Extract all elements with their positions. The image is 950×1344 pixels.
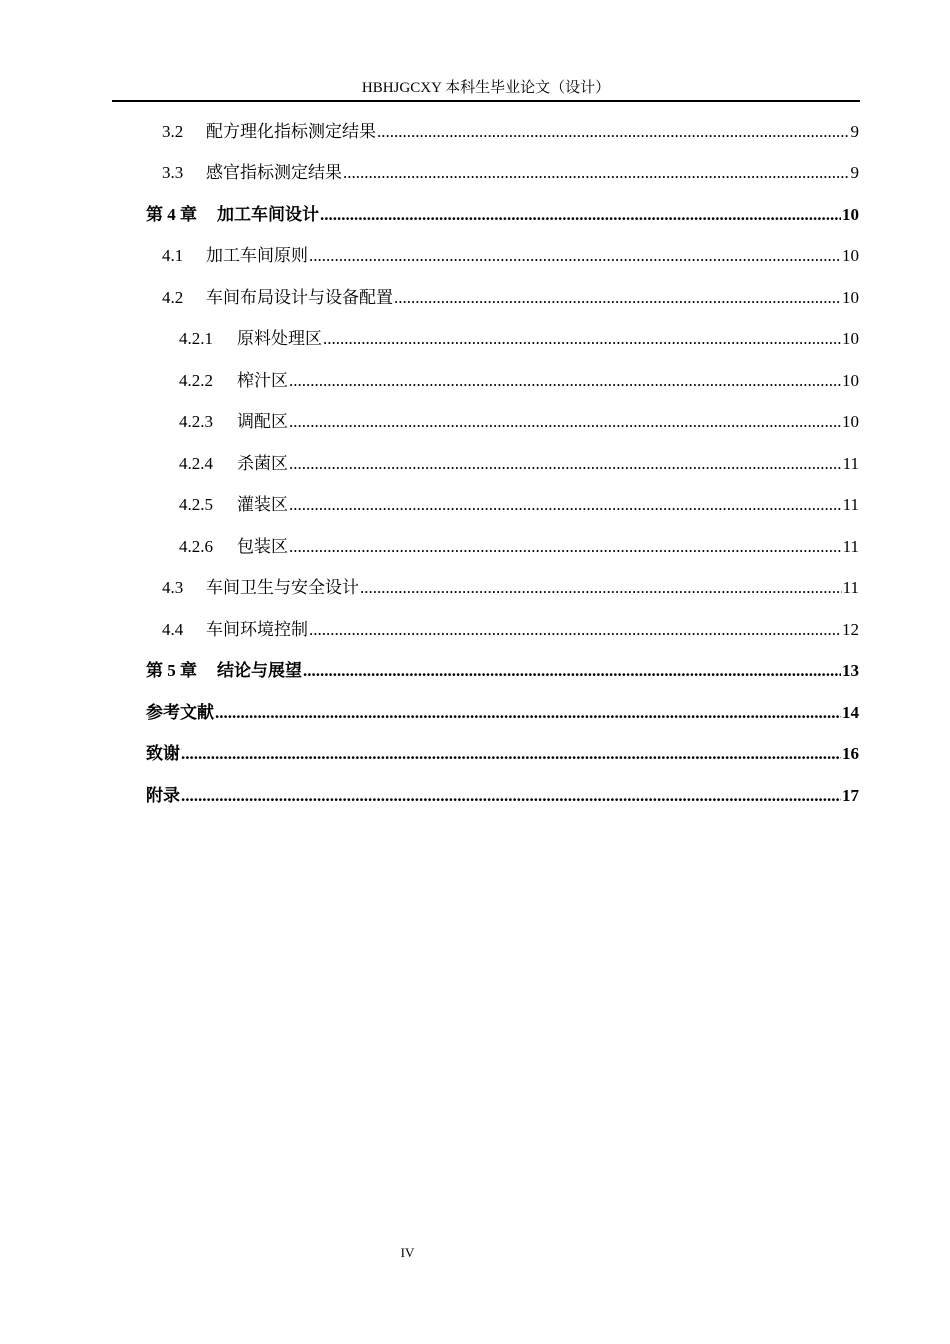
- toc-entry[interactable]: [179, 451, 859, 477]
- toc-entry-chapter[interactable]: [146, 202, 859, 228]
- toc-leader: [309, 243, 841, 269]
- toc-leader: [377, 119, 850, 145]
- toc-title: 加工车间设计: [217, 205, 319, 224]
- toc-number: 3.3: [162, 163, 184, 182]
- toc-title: 灌装区: [237, 495, 288, 514]
- toc-title: 加工车间原则: [206, 246, 308, 265]
- toc-leader: [289, 492, 842, 518]
- toc-leader: [323, 326, 841, 352]
- toc-title: 结论与展望: [217, 661, 302, 680]
- toc-title: 致谢: [146, 744, 180, 763]
- toc-entry[interactable]: [179, 534, 859, 560]
- toc-page-number: 11: [842, 537, 859, 556]
- toc-leader: [309, 617, 841, 643]
- toc-title: 感官指标测定结果: [206, 163, 342, 182]
- toc-title: 榨汁区: [237, 371, 288, 390]
- toc-leader: [394, 285, 841, 311]
- toc-page-number: 12: [842, 620, 859, 639]
- toc-number: 4.2.2: [179, 371, 213, 390]
- toc-title: 附录: [146, 786, 180, 805]
- toc-number: 第 4 章: [146, 205, 197, 224]
- toc-entry[interactable]: [162, 285, 859, 311]
- toc-leader: [289, 534, 842, 560]
- toc-leader: [289, 451, 842, 477]
- toc-leader: [181, 783, 841, 809]
- toc-entry[interactable]: [179, 492, 859, 518]
- toc-page-number: 9: [850, 163, 859, 182]
- toc-entry[interactable]: [162, 575, 859, 601]
- toc-entry[interactable]: [162, 617, 859, 643]
- toc-leader: [360, 575, 842, 601]
- toc-entry[interactable]: [179, 326, 859, 352]
- toc-entry-chapter[interactable]: [146, 783, 859, 809]
- toc-number: 3.2: [162, 122, 184, 141]
- toc-number: 4.2.6: [179, 537, 213, 556]
- toc-title: 车间环境控制: [206, 620, 308, 639]
- toc-page-number: 10: [842, 329, 859, 348]
- toc-page-number: 10: [842, 371, 859, 390]
- toc-leader: [215, 700, 841, 726]
- toc-number: 4.2: [162, 288, 184, 307]
- toc-leader: [320, 202, 841, 228]
- toc-number: 4.4: [162, 620, 184, 639]
- toc-leader: [343, 160, 850, 186]
- toc-page-number: 14: [842, 703, 859, 722]
- toc-entry[interactable]: [162, 243, 859, 269]
- toc-title: 调配区: [237, 412, 288, 431]
- toc-page-number: 10: [842, 246, 859, 265]
- header-rule: [112, 100, 860, 102]
- toc-entry[interactable]: [179, 409, 859, 435]
- toc-leader: [289, 368, 841, 394]
- toc-number: 4.2.1: [179, 329, 213, 348]
- toc-entry-chapter[interactable]: [146, 741, 859, 767]
- toc-entry[interactable]: [179, 368, 859, 394]
- toc-title: 包装区: [237, 537, 288, 556]
- toc-title: 配方理化指标测定结果: [206, 122, 376, 141]
- toc-entry-chapter[interactable]: [146, 700, 859, 726]
- toc-entry[interactable]: [162, 119, 859, 145]
- toc-leader: [289, 409, 841, 435]
- toc-title: 杀菌区: [237, 454, 288, 473]
- toc-title: 车间布局设计与设备配置: [206, 288, 393, 307]
- toc-page-number: 11: [842, 454, 859, 473]
- toc-number: 4.2.4: [179, 454, 213, 473]
- toc-title: 原料处理区: [237, 329, 322, 348]
- page-footer-number: IV: [400, 1245, 415, 1260]
- toc-number: 第 5 章: [146, 661, 197, 680]
- toc-page-number: 10: [842, 288, 859, 307]
- toc-page-number: 11: [842, 578, 859, 597]
- toc-page-number: 16: [842, 744, 859, 763]
- toc-title: 参考文献: [146, 703, 214, 722]
- toc-entry-chapter[interactable]: [146, 658, 859, 684]
- toc-number: 4.3: [162, 578, 184, 597]
- toc-page-number: 10: [842, 205, 859, 224]
- toc-entry[interactable]: [162, 160, 859, 186]
- toc-leader: [303, 658, 841, 684]
- toc-title: 车间卫生与安全设计: [206, 578, 359, 597]
- toc-page-number: 9: [850, 122, 859, 141]
- toc-page-number: 13: [842, 661, 859, 680]
- toc-page-number: 17: [842, 786, 859, 805]
- toc-page-number: 10: [842, 412, 859, 431]
- toc-page-number: 11: [842, 495, 859, 514]
- toc-leader: [181, 741, 841, 767]
- page-header: HBHJGCXY 本科生毕业论文（设计）: [361, 80, 611, 96]
- toc-number: 4.2.5: [179, 495, 213, 514]
- toc-number: 4.2.3: [179, 412, 213, 431]
- toc-number: 4.1: [162, 246, 184, 265]
